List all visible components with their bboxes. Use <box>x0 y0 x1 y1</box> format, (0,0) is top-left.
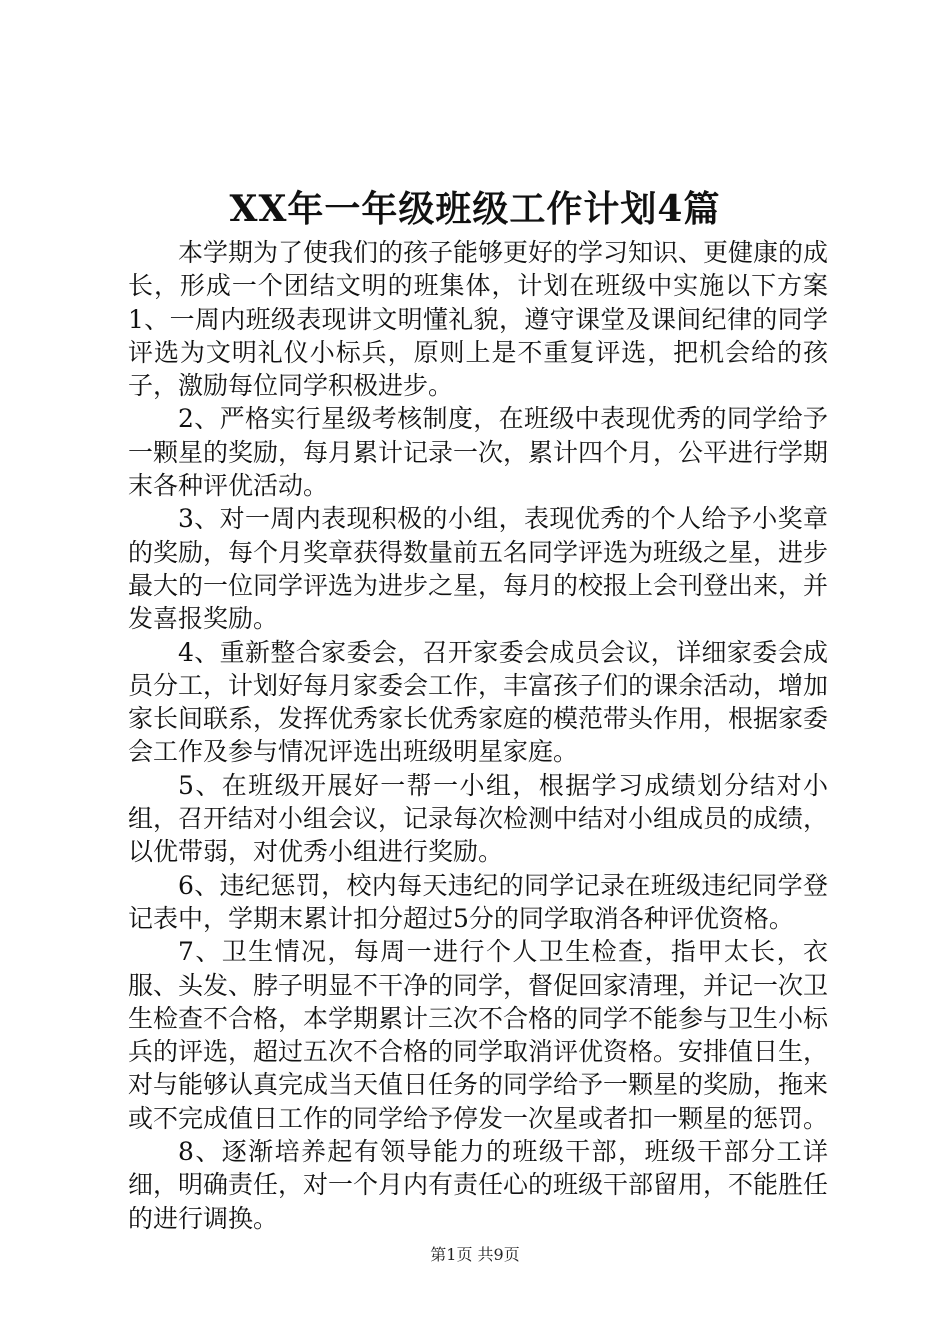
page-number-footer: 第1页 共9页 <box>430 1245 520 1264</box>
paragraph-item-4: 4、重新整合家委会，召开家委会成员会议，详细家委会成员分工，计划好每月家委会工作，丰富孩子们的课余活动，增加家长间联系，发挥优秀家长优秀家庭的模范带头作用，根据家委会工作及参与情况评选出班级明星家庭。 <box>128 637 829 767</box>
paragraph-item-3: 3、对一周内表现积极的小组，表现优秀的个人给予小奖章的奖励，每个月奖章获得数量前五名同学评选为班级之星，进步最大的一位同学评选为进步之星，每月的校报上会刊登出来，并发喜报奖励。 <box>128 504 829 634</box>
paragraph-item-5: 5、在班级开展好一帮一小组，根据学习成绩划分结对小组，召开结对小组会议，记录每次检测中结对小组成员的成绩，以优带弱，对优秀小组进行奖励。 <box>128 770 829 867</box>
paragraph-item-6: 6、违纪惩罚，校内每天违纪的同学记录在班级违纪同学登记表中，学期末累计扣分超过5分的同学取消各种评优资格。 <box>128 870 828 933</box>
document-title: XX年一年级班级工作计划4篇 <box>229 188 721 230</box>
paragraph-item-7: 7、卫生情况，每周一进行个人卫生检查，指甲太长，衣服、头发、脖子明显不干净的同学，督促回家清理，并记一次卫生检查不合格，本学期累计三次不合格的同学不能参与卫生小标兵的评选，超过五次不合格的同学取消评优资格。安排值日生，对与能够认真完成当天值日任务的同学给予一颗星的奖励，拖来或不完成值日工作的同学给予停发一次星或者扣一颗星的惩罚。 <box>128 937 829 1133</box>
paragraph-intro: 本学期为了使我们的孩子能够更好的学习知识、更健康的成长，形成一个团结文明的班集体，计划在班级中实施以下方案1、一周内班级表现讲文明懂礼貌，遵守课堂及课间纪律的同学评选为文明礼仪小标兵，原则上是不重复评选，把机会给的孩子，激励每位同学积极进步。 <box>128 238 829 401</box>
document-body <box>128 236 828 1235</box>
paragraph-item-2: 2、严格实行星级考核制度，在班级中表现优秀的同学给予一颗星的奖励，每月累计记录一次，累计四个月，公平进行学期末各种评优活动。 <box>128 404 829 501</box>
paragraph-item-8: 8、逐渐培养起有领导能力的班级干部，班级干部分工详细，明确责任，对一个月内有责任心的班级干部留用，不能胜任的进行调换。 <box>128 1137 829 1233</box>
